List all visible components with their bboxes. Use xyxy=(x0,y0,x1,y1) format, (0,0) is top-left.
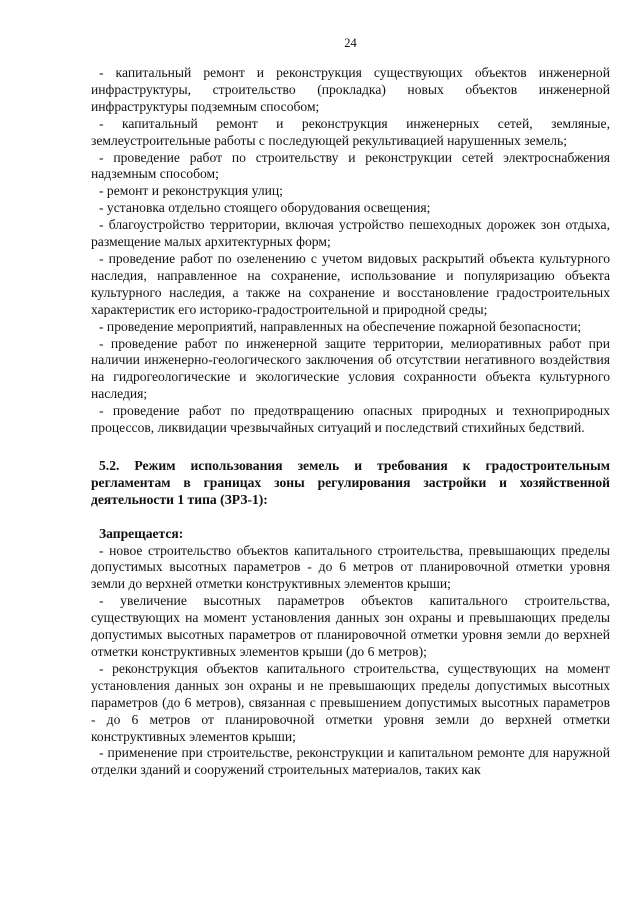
section-heading: 5.2. Режим использования земель и требования к градостроительным регламентам в границах зоны регулирования застройки и хозяйственной деятельности 1 типа (ЗРЗ-1): xyxy=(91,457,610,507)
list-item: - установка отдельно стоящего оборудования освещения; xyxy=(99,200,431,216)
page-number: 24 xyxy=(344,36,357,50)
prohibited-list xyxy=(91,543,610,780)
list-item: - новое строительство объектов капитального строительства, превышающих пределы допустимых высотных параметров - до 6 метров от планировочной отметки уровня земли до верхней отметки конструктивных элементов крыши; xyxy=(91,542,610,592)
list-item: - капитальный ремонт и реконструкция существующих объектов инженерной инфраструктуры, строительство (прокладка) новых объектов инженерной инфраструктуры подземным способом; xyxy=(91,65,610,114)
list-item: - увеличение высотных параметров объектов капитального строительства, существующих на момент установления данных зон охраны и превышающих пределы допустимых высотных параметров от планировочной отметки уровня земли до верхней отметки конструктивных элементов крыши (до 6 метров); xyxy=(91,593,610,659)
list-item: - проведение работ по строительству и реконструкции сетей электроснабжения надземным способом; xyxy=(91,149,610,182)
list-item: - проведение работ по озеленению с учетом видовых раскрытий объекта культурного наследия, направленное на сохранение, использование и популяризацию объекта культурного наследия, а также на сохранение и восстановление градостроительных характеристик его историко-градостроительной и природной среды; xyxy=(91,250,610,317)
list-item: - благоустройство территории, включая устройство пешеходных дорожек зон отдыха, размещение малых архитектурных форм; xyxy=(91,217,610,250)
list-item: - капитальный ремонт и реконструкция инженерных сетей, земляные, землеустроительные работы с последующей рекультивацией нарушенных земель; xyxy=(91,115,610,148)
list-item: - реконструкция объектов капитального строительства, существующих на момент установления данных зон охраны и не превышающих пределы допустимых высотных параметров (до 6 метров), связанная с превышением допустимых высотных параметров - до 6 метров от планировочной отметки уровня земли до верхней отметки конструктивных элементов крыши; xyxy=(91,660,610,744)
list-item: - применение при строительстве, реконструкции и капитальном ремонте для наружной отделки зданий и сооружений строительных материалов, таких как xyxy=(91,745,610,778)
prohibited-label: Запрещается: xyxy=(99,525,184,541)
list-item: - проведение работ по предотвращению опасных природных и техноприродных процессов, ликвидации чрезвычайных ситуаций и последствий стихийных бедствий. xyxy=(91,403,610,436)
list-item: - проведение мероприятий, направленных на обеспечение пожарной безопасности; xyxy=(99,318,582,334)
list-item: - проведение работ по инженерной защите территории, мелиоративных работ при наличии инженерно-геологического заключения об отсутствии негативного воздействия на гидрогеологические и экологические условия сохранности объекта культурного наследия; xyxy=(91,335,610,402)
top-list xyxy=(91,65,610,437)
document-page xyxy=(91,36,610,779)
list-item: - ремонт и реконструкция улиц; xyxy=(99,183,283,199)
